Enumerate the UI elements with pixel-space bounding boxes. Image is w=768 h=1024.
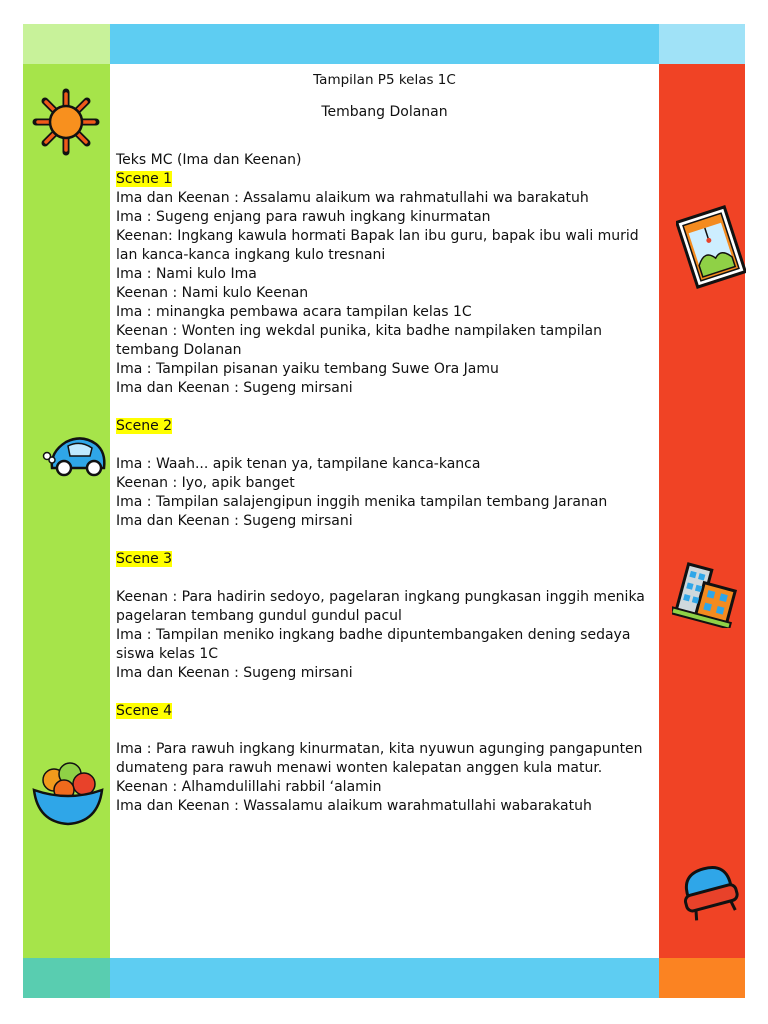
scene-2-line: Ima : Tampilan salajengipun inggih menika tampilan tembang Jaranan <box>116 494 608 510</box>
scene-2-heading: Scene 2 <box>116 418 173 434</box>
bottom-left-band <box>23 958 110 998</box>
page-subtitle: Tembang Dolanan <box>321 104 448 120</box>
scene-1-line: Ima : Tampilan pisanan yaiku tembang Suwe Ora Jamu <box>116 361 499 377</box>
scene-2-line: Ima dan Keenan : Sugeng mirsani <box>116 513 353 529</box>
right-sidebar-band <box>659 64 745 958</box>
scene-3-line: Ima : Tampilan meniko ingkang badhe dipuntembangaken dening sedaya <box>116 627 631 643</box>
scene-1-line: Ima dan Keenan : Assalamu alaikum wa rahmatullahi wa barakatuh <box>116 190 589 206</box>
bottom-right-band <box>659 958 745 998</box>
sun-icon <box>30 86 102 158</box>
top-left-band <box>23 24 110 64</box>
intro-line: Teks MC (Ima dan Keenan) <box>116 152 302 168</box>
scene-1-line: Ima : Nami kulo Ima <box>116 266 257 282</box>
top-band <box>110 24 659 64</box>
scene-4-line: Ima dan Keenan : Wassalamu alaikum warahmatullahi wabarakatuh <box>116 798 592 814</box>
scene-4-line: Ima : Para rawuh ingkang kinurmatan, kita nyuwun agunging pangapunten <box>116 741 643 757</box>
scene-1-heading: Scene 1 <box>116 171 173 187</box>
scene-3-line: pagelaran tembang gundul gundul pacul <box>116 608 402 624</box>
scene-1-line: Ima : minangka pembawa acara tampilan kelas 1C <box>116 304 472 320</box>
scene-1-line: lan kanca-kanca ingkang kulo tresnani <box>116 247 386 263</box>
scene-3-line: Ima dan Keenan : Sugeng mirsani <box>116 665 353 681</box>
armchair-icon <box>678 862 742 924</box>
scene-4-heading: Scene 4 <box>116 703 173 719</box>
scene-1-line: Keenan: Ingkang kawula hormati Bapak lan ibu guru, bapak ibu wali murid <box>116 228 639 244</box>
top-right-band <box>659 24 745 64</box>
bottom-band <box>110 958 659 998</box>
scene-1-line: Keenan : Wonten ing wekdal punika, kita badhe nampilaken tampilan <box>116 323 602 339</box>
window-picture-icon <box>676 205 746 289</box>
building-icon <box>672 556 744 628</box>
scene-3-line: siswa kelas 1C <box>116 646 219 662</box>
scene-1-line: Ima : Sugeng enjang para rawuh ingkang kinurmatan <box>116 209 491 225</box>
scene-3-heading: Scene 3 <box>116 551 173 567</box>
scene-1-line: Ima dan Keenan : Sugeng mirsani <box>116 380 353 396</box>
car-icon <box>40 432 110 480</box>
scene-4-line: Keenan : Alhamdulillahi rabbil ‘alamin <box>116 779 382 795</box>
page-title: Tampilan P5 kelas 1C <box>313 72 456 88</box>
scene-1-line: tembang Dolanan <box>116 342 242 358</box>
fruit-bowl-icon <box>30 760 106 828</box>
document-body <box>116 151 651 816</box>
scene-2-line: Keenan : Iyo, apik banget <box>116 475 295 491</box>
scene-1-line: Keenan : Nami kulo Keenan <box>116 285 309 301</box>
scene-4-line: dumateng para rawuh menawi wonten kalepatan anggen kula matur. <box>116 760 603 776</box>
document-page <box>110 64 659 958</box>
scene-2-line: Ima : Waah... apik tenan ya, tampilane kanca-kanca <box>116 456 481 472</box>
scene-3-line: Keenan : Para hadirin sedoyo, pagelaran ingkang pungkasan inggih menika <box>116 589 645 605</box>
